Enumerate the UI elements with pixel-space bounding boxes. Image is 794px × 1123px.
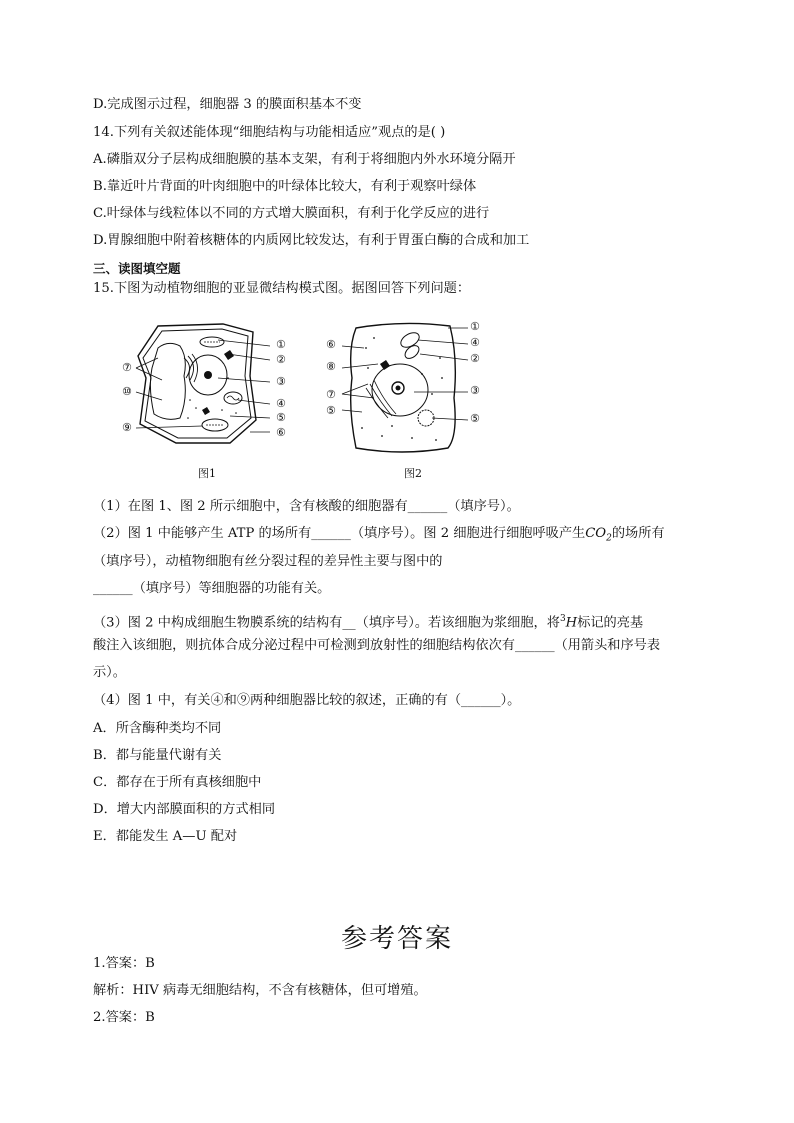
q15-part-2b: （填序号），动植物细胞有丝分裂过程的差异性主要与图中的 xyxy=(93,554,443,569)
q15-part-3c: 示）。 xyxy=(93,665,126,680)
fig1-label-3: ③ xyxy=(276,375,286,388)
fig1-label-10: ⑩ xyxy=(122,385,132,398)
q15-option-b: B．都与能量代谢有关 xyxy=(93,748,222,763)
q15-option-a: A．所含酶种类均不同 xyxy=(93,721,222,736)
q15-part-2a-text: （2）图 1 中能够产生 ATP 的场所有______（填序号）。图 2 细胞进行细胞呼吸产生 xyxy=(93,526,586,541)
fig2-label-8: ⑧ xyxy=(326,360,336,373)
q15-part-2c: ______（填序号）等细胞器的功能有关。 xyxy=(93,581,331,596)
isotope-symbol: H xyxy=(565,615,578,631)
q14-option-b: B.靠近叶片背面的叶肉细胞中的叶绿体比较大，有利于观察叶绿体 xyxy=(93,179,477,194)
fig2-label-1: ① xyxy=(470,320,480,333)
q15-part-1: （1）在图 1、图 2 所示细胞中，含有核酸的细胞器有______（填序号）。 xyxy=(93,499,520,514)
q15-part-2a-tail: 的场所有 xyxy=(611,526,665,541)
answers-title: 参考答案 xyxy=(340,924,453,954)
q15-stem: 15.下图为动植物细胞的亚显微结构模式图。据图回答下列问题： xyxy=(93,281,471,296)
fig1-label-4: ④ xyxy=(276,397,286,410)
co2-subscript: 2 xyxy=(606,533,612,544)
answer-1-explanation: 解析：HIV 病毒无细胞结构，不含有核糖体，但可增殖。 xyxy=(93,983,427,998)
fig2-label-3: ③ xyxy=(470,384,480,397)
q14-option-d: D.胃腺细胞中附着核糖体的内质网比较发达，有利于胃蛋白酶的合成和加工 xyxy=(93,233,530,248)
answer-1: 1.答案：B xyxy=(93,956,155,971)
q15-part-2a xyxy=(93,525,665,548)
fig2-caption: 图2 xyxy=(404,467,422,480)
answer-2: 2.答案：B xyxy=(93,1010,155,1025)
fig1-label-6: ⑥ xyxy=(276,426,286,439)
fig2-label-5: ⑤ xyxy=(470,412,480,425)
fig1-label-2: ② xyxy=(276,353,286,366)
figure-1 xyxy=(118,318,303,483)
fig1-caption: 图1 xyxy=(198,467,216,480)
q14-option-c: C.叶绿体与线粒体以不同的方式增大膜面积，有利于化学反应的进行 xyxy=(93,206,490,221)
q15-part-3b: 酸注入该细胞，则抗体合成分泌过程中可检测到放射性的细胞结构依次有______（用箭头和序号表 xyxy=(93,638,661,653)
fig2-label-5-left: ⑤ xyxy=(326,404,336,417)
q15-part-3a-text: （3）图 2 中构成细胞生物膜系统的结构有__（填序号）。若该细胞为浆细胞，将 xyxy=(93,615,560,631)
q15-part-3a-tail: 标记的亮基 xyxy=(577,615,644,631)
q13-option-d: D.完成图示过程，细胞器 3 的膜面积基本不变 xyxy=(93,97,362,112)
figure-2 xyxy=(322,318,497,483)
isotope-superscript: 3 xyxy=(559,614,566,624)
q15-option-d: D．增大内部膜面积的方式相同 xyxy=(93,802,276,817)
q14-option-a: A.磷脂双分子层构成细胞膜的基本支架，有利于将细胞内外水环境分隔开 xyxy=(93,152,516,167)
q15-option-e: E．都能发生 A—U 配对 xyxy=(93,829,238,844)
co2-formula xyxy=(585,526,612,544)
fig1-label-7: ⑦ xyxy=(122,361,132,374)
fig2-label-6: ⑥ xyxy=(326,338,336,351)
q15-part-3a xyxy=(93,610,643,632)
fig1-label-9: ⑨ xyxy=(122,421,132,434)
q15-part-4: （4）图 1 中，有关④和⑨两种细胞器比较的叙述，正确的有（______）。 xyxy=(93,693,521,708)
fig1-label-1: ① xyxy=(276,338,286,351)
fig2-label-2: ② xyxy=(470,352,480,365)
fig1-label-5: ⑤ xyxy=(276,411,286,424)
fig2-label-4: ④ xyxy=(470,336,480,349)
fig2-label-7: ⑦ xyxy=(326,388,336,401)
section-heading: 三、读图填空题 xyxy=(93,261,181,276)
co2-text: CO xyxy=(585,526,607,541)
q15-option-c: C．都存在于所有真核细胞中 xyxy=(93,775,262,790)
q14-stem: 14.下列有关叙述能体现“细胞结构与功能相适应”观点的是( ) xyxy=(93,125,446,140)
